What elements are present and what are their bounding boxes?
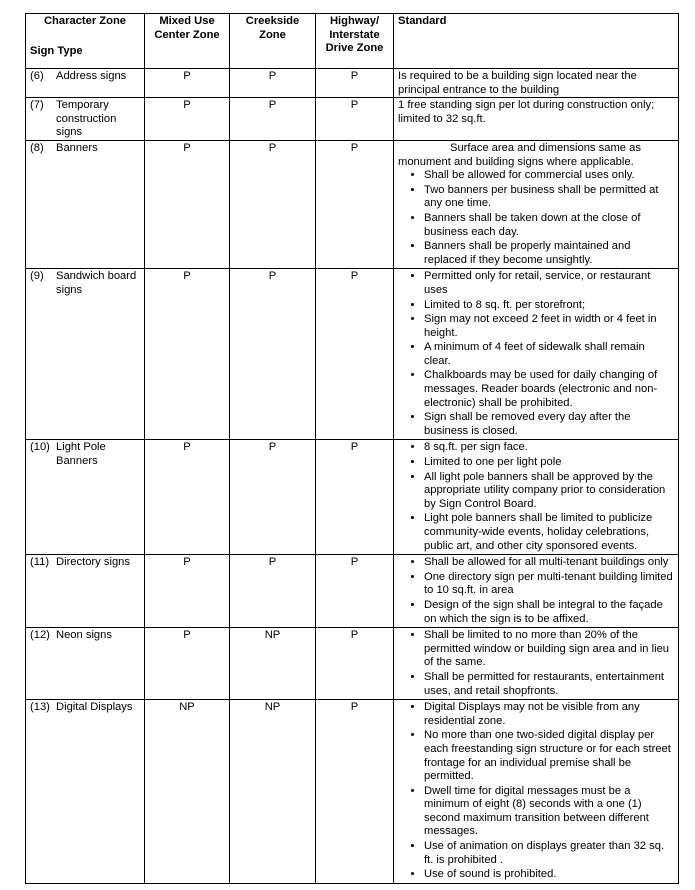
sign-type-label: Sign Type xyxy=(30,44,83,57)
highway-value: P xyxy=(316,628,394,700)
table-row xyxy=(26,440,679,555)
mixed-use-value: P xyxy=(145,555,230,628)
sign-type-name: Banners xyxy=(56,141,98,154)
character-zone-header xyxy=(26,14,145,69)
sign-type-cell xyxy=(26,69,145,98)
standard-cell xyxy=(394,628,679,700)
standard-cell xyxy=(394,700,679,884)
table-row xyxy=(26,269,679,440)
standard-lead-text: Surface area and dimensions same as monument and building signs where applicable. xyxy=(398,141,641,168)
standard-bullet-item: • Banners shall be properly maintained and replaced if they become unsightly. xyxy=(424,240,674,267)
header-row xyxy=(26,14,679,69)
highway-header: Highway/ Interstate Drive Zone xyxy=(316,14,394,69)
creekside-value: NP xyxy=(230,700,316,884)
mixed-use-value: P xyxy=(145,628,230,700)
sign-type-name: Directory signs xyxy=(56,556,130,569)
sign-type-name: Address signs xyxy=(56,70,127,82)
highway-value: P xyxy=(316,140,394,268)
sign-type-name: Neon signs xyxy=(56,629,112,642)
standard-header: Standard xyxy=(394,14,679,69)
standard-cell xyxy=(394,69,679,98)
standard-bullet-item: • A minimum of 4 feet of sidewalk shall remain clear. xyxy=(424,341,674,368)
mixed-use-value: P xyxy=(145,140,230,268)
standard-cell xyxy=(394,98,679,141)
standard-bullet-item: • Limited to one per light pole xyxy=(424,456,674,470)
standard-text: 1 free standing sign per lot during construction only; limited to 32 sq.ft. xyxy=(398,99,655,125)
table-row xyxy=(26,69,679,98)
highway-value: P xyxy=(316,269,394,440)
standard-text: Is required to be a building sign located near the principal entrance to the building xyxy=(398,70,637,96)
standard-bullet-item: • Banners shall be taken down at the close of business each day. xyxy=(424,212,674,239)
creekside-value: P xyxy=(230,140,316,268)
standard-bullet-item: • One directory sign per multi-tenant building limited to 10 sq.ft. in area xyxy=(424,571,674,598)
standard-bullet-item: • Light pole banners shall be limited to publicize community-wide events, holiday celebrations, public art, and other city sponsored events. xyxy=(424,512,674,553)
table-row xyxy=(26,555,679,628)
mixed-use-value: P xyxy=(145,440,230,555)
mixed-use-value: P xyxy=(145,98,230,141)
sign-type-number: (10) xyxy=(30,441,50,454)
sign-type-number: (7) xyxy=(30,99,44,112)
standard-bullet-item: • Shall be permitted for restaurants, entertainment uses, and retail shopfronts. xyxy=(424,671,674,698)
sign-type-name: Temporary construction signs xyxy=(56,99,117,139)
sign-type-number: (13) xyxy=(30,701,50,714)
standard-bullet-item: • Shall be limited to no more than 20% of the permitted window or building sign area and in lieu of the same. xyxy=(424,629,674,670)
sign-type-cell xyxy=(26,269,145,440)
standard-bullet-list xyxy=(398,441,674,553)
standard-bullet-list xyxy=(398,629,674,698)
sign-type-name: Sandwich board signs xyxy=(56,270,137,296)
standard-bullet-item: • Design of the sign shall be integral to the façade on which the sign is to be affixed. xyxy=(424,599,674,626)
standard-bullet-item: • Shall be allowed for all multi-tenant buildings only xyxy=(424,556,674,570)
standard-bullet-item: • Permitted only for retail, service, or restaurant uses xyxy=(424,270,674,297)
highway-value: P xyxy=(316,555,394,628)
mixed-use-header: Mixed Use Center Zone xyxy=(145,14,230,69)
standard-bullet-item: • 8 sq.ft. per sign face. xyxy=(424,441,674,455)
sign-type-cell xyxy=(26,628,145,700)
standard-bullet-item: • Shall be allowed for commercial uses only. xyxy=(424,169,674,183)
standard-cell xyxy=(394,140,679,268)
creekside-header: Creekside Zone xyxy=(230,14,316,69)
standard-cell xyxy=(394,269,679,440)
highway-value: P xyxy=(316,69,394,98)
highway-value: P xyxy=(316,700,394,884)
sign-type-cell xyxy=(26,140,145,268)
standard-bullet-item: • Sign shall be removed every day after the business is closed. xyxy=(424,411,674,438)
sign-type-number: (12) xyxy=(30,629,50,642)
standard-bullet-item: • All light pole banners shall be approved by the appropriate utility company prior to consideration by Sign Control Board. xyxy=(424,471,674,512)
sign-type-number: (11) xyxy=(30,556,50,569)
sign-type-name: Light Pole Banners xyxy=(56,441,106,468)
sign-type-name: Digital Displays xyxy=(56,701,133,714)
sign-type-cell xyxy=(26,440,145,555)
sign-type-cell xyxy=(26,98,145,141)
sign-type-cell xyxy=(26,555,145,628)
standard-bullet-list xyxy=(398,169,674,267)
standard-bullet-item: • Two banners per business shall be permitted at any one time. xyxy=(424,184,674,211)
standard-bullet-item: • Limited to 8 sq. ft. per storefront; xyxy=(424,299,674,313)
standard-bullet-item: • No more than one two-sided digital display per each freestanding sign structure or for each street frontage for an individual premise shall be permitted. xyxy=(424,729,674,783)
mixed-use-value: NP xyxy=(145,700,230,884)
standard-bullet-item: • Digital Displays may not be visible from any residential zone. xyxy=(424,701,674,728)
creekside-value: NP xyxy=(230,628,316,700)
sign-standards-table xyxy=(25,13,679,884)
standard-bullet-item: • Use of animation on displays greater than 32 sq. ft. is prohibited . xyxy=(424,840,674,867)
standard-cell xyxy=(394,555,679,628)
sign-type-number: (9) xyxy=(30,270,44,283)
table-row xyxy=(26,700,679,884)
standard-bullet-item: • Use of sound is prohibited. xyxy=(424,868,674,882)
standard-bullet-item: • Sign may not exceed 2 feet in width or 4 feet in height. xyxy=(424,313,674,340)
table-body xyxy=(26,69,679,884)
highway-value: P xyxy=(316,440,394,555)
standard-bullet-item: • Chalkboards may be used for daily changing of messages. Reader boards (electronic and non-electronic) shall be prohibited. xyxy=(424,369,674,410)
standard-bullet-list xyxy=(398,701,674,882)
standard-bullet-list xyxy=(398,270,674,438)
creekside-value: P xyxy=(230,555,316,628)
mixed-use-value: P xyxy=(145,269,230,440)
creekside-value: P xyxy=(230,98,316,141)
sign-type-cell xyxy=(26,700,145,884)
standard-bullet-item: • Dwell time for digital messages must be a minimum of eight (8) seconds with a one (1) second maximum transition between different messages. xyxy=(424,785,674,839)
creekside-value: P xyxy=(230,440,316,555)
creekside-value: P xyxy=(230,269,316,440)
standard-cell xyxy=(394,440,679,555)
mixed-use-value: P xyxy=(145,69,230,98)
table-row xyxy=(26,628,679,700)
standard-bullet-list xyxy=(398,556,674,626)
sign-type-number: (8) xyxy=(30,141,44,154)
sign-type-number: (6) xyxy=(30,70,44,82)
creekside-value: P xyxy=(230,69,316,98)
character-zone-label: Character Zone xyxy=(43,15,127,27)
table-row xyxy=(26,98,679,141)
highway-value: P xyxy=(316,98,394,141)
table-row xyxy=(26,140,679,268)
